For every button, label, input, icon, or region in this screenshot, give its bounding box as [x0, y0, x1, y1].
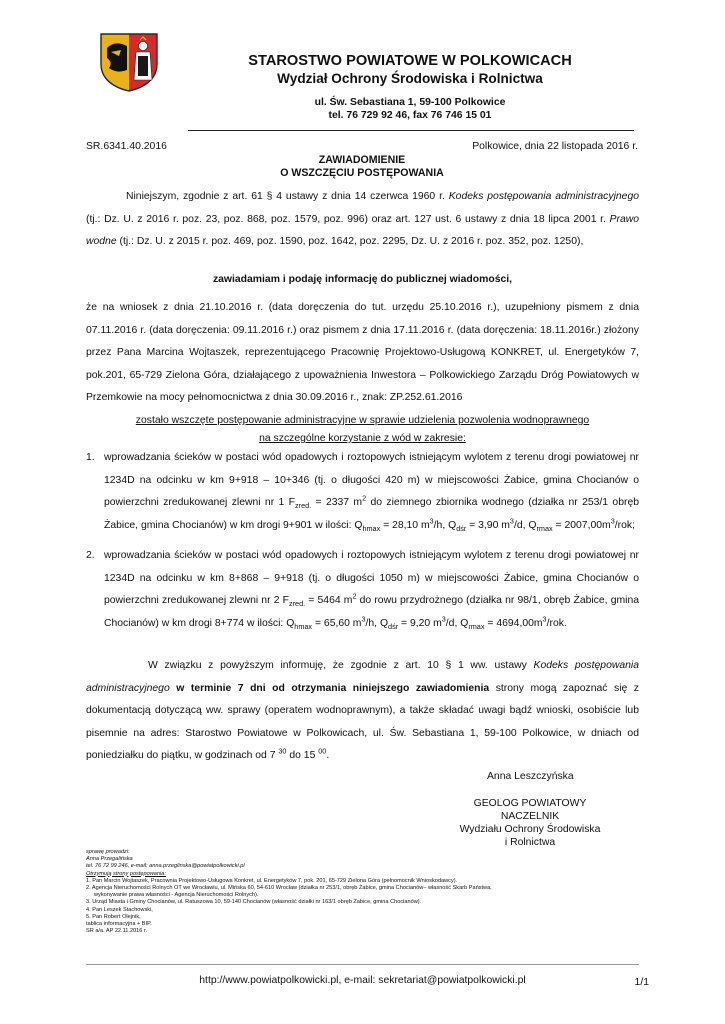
signer-position: NACZELNIK [500, 811, 560, 822]
recipient-item-cont: wykonywanie prawa własności - Agencja Nieruchomości Rolnych). [94, 892, 259, 899]
prepared-by-label: sprawę prowadzi: [86, 849, 130, 855]
application-paragraph: że na wniosek z dnia 21.10.2016 r. (data doręczenia do tut. urzędu 25.10.2016 r.), uzupełniony pismem z dnia 07.11.2016 r. (data doręczenia: 09.11.2016 r.) oraz pismem z dnia 17.11.2016 r. (data doręczenia: 18.11.2016r.) złożony przez Pana Marcina Wojtaszek, reprezentującego Pracownię Projektowo-Usługową KONKRET, ul. Energetyków 7, pok.201, 65-729 Zielona Góra, działającego z upoważnienia Inwestora – Polkowickiego Zarządu Dróg Powiatowych w Przemkowie na mocy pełnomocnictwa z dnia 30.09.2016 r., znak: ZP.252.61.2016 [86, 302, 639, 403]
document-date: Polkowice, dnia 22 listopada 2016 r. [472, 141, 638, 152]
office-phone: tel. 76 729 92 46, fax 76 746 15 01 [328, 110, 492, 121]
list-item: 1. wprowadzania ścieków w postaci wód opadowych i roztopowych istniejącym wylotem z terenu drogi powiatowej nr 1234D na odcinku w km 9+918 – 10+346 (tj. o długości 420 m) w miejscowości Żabice, gmina Chocianów o powierzchni zredukowanej zlewni nr 1 $F_{zred.} = 2337$ $m^2$ do ziemnego zbiornika wodnego (działka nr 253/1 obręb Żabice, gmina Chocianów) w km drogi 9+901 w ilości: $Q_{hmax} = 28,10$ $m^3/h$, $Q_{dśr} = 3,90$ $m^3/d$, $Q_{rmax} = 2007,00m^3/rok$; [86, 452, 639, 533]
proceedings-started-line: zostało wszczęte postępowanie administracyjne w sprawie udzielenia pozwolenia wodnoprawnego [135, 415, 590, 426]
recipient-item: 4. Pan Leszek Stachowski, [86, 906, 153, 913]
deadline-paragraph: W związku z powyższym informuję, że zgodnie z art. 10 § 1 ww. ustawy Kodeks postępowania administracyjnego w terminie 7 dni od otrzymania niniejszego zawiadomienia strony mogą zapoznać się z dokumentacją dotyczącą ww. sprawy (operatem wodnoprawnym), a także składać uwagi bądź wnioski, osobiście lub pisemnie na adres: Starostwo Powiatowe w Polkowicach, ul. Św. Sebastiana 1, 59-100 Polkowice, w dniach od poniedziałku do piątku, w godzinach od 7 $^{30}$ do 15 $^{00}$. [86, 660, 640, 761]
header-divider [188, 130, 634, 131]
recipient-item: SR a/a. AP 22.11.2016 r. [86, 928, 148, 935]
recipient-item: tablica informacyjna + BIP. [86, 921, 152, 928]
office-name: STAROSTWO POWIATOWE W POLKOWICACH [248, 53, 572, 69]
recipients-label: Otrzymują strony postępowania: [86, 870, 166, 877]
case-handler-notes [86, 849, 646, 935]
signer-title: GEOLOG POWIATOWY [473, 798, 587, 809]
announcement-line: zawiadamiam i podaję informację do publicznej wiadomości, [212, 274, 513, 285]
footer-contact: http://www.powiatpolkowicki.pl, e-mail: sekretariat@powiatpolkowicki.pl [199, 975, 526, 986]
list-item: 2. wprowadzania ścieków w postaci wód opadowych i roztopowych istniejącym wylotem z terenu drogi powiatowej nr 1234D na odcinku w km 8+868 – 9+918 (tj. o długości 1050 m) w miejscowości Żabice, gmina Chocianów o powierzchni zredukowanej zlewni nr 2 $F_{zred.} = 5464$ $m^2$ do rowu przydrożnego (działka nr 98/1, obręb Żabice, gmina Chocianów) w km drogi 8+774 w ilości: $Q_{hmax} = 65,60$ $m^3/h$, $Q_{dśr} = 9,20$ $m^3/d$, $Q_{rmax} = 4694,00m^3/rok$. [86, 550, 639, 631]
proceedings-scope-line: na szczególne korzystanie z wód w zakresie: [259, 433, 466, 444]
coat-of-arms-logo [97, 30, 161, 92]
footer-divider [86, 964, 639, 965]
office-address: ul. Św. Sebastiana 1, 59-100 Polkowice [314, 97, 506, 108]
department-name: Wydział Ochrony Środowiska i Rolnictwa [277, 71, 543, 86]
prepared-by-name: Anna Przegalińska [86, 856, 133, 863]
case-signature: SR.6341.40.2016 [86, 141, 167, 152]
page-number: 1/1 [634, 977, 649, 988]
signer-department: Wydziału Ochrony Środowiska [459, 824, 601, 835]
legal-basis-paragraph: Niniejszym, zgodnie z art. 61 § 4 ustawy z dnia 14 czerwca 1960 r. Kodeks postępowania administracyjnego (tj.: Dz. U. z 2016 r. poz. 23, poz. 868, poz. 1579, poz. 996) oraz art. 127 ust. 6 ustawy z dnia 18 lipca 2001 r. Prawo wodne (tj.: Dz. U. z 2015 r. poz. 469, poz. 1590, poz. 1642, poz. 2295, Dz. U. z 2016 r. poz. 352, poz. 1250), [86, 191, 639, 247]
recipient-item: 2. Agencja Nieruchomości Rolnych OT we Wrocławiu, ul. Mińska 60, 54-610 Wrocław (działka nr 253/1, obręb Żabice, gmina Chocianów– własność Skarb Państwa, [86, 885, 492, 892]
prepared-by-contact: tel. 76 72 99 246, e-mail: anna.przeglinska@powiatpolkowicki.pl [86, 863, 245, 870]
recipient-item: 3. Urząd Miasta i Gminy Chocianów, ul. Ratuszowa 10, 59-140 Chocianów (własność działki nr 163/1 obręb Żabice, gmina Chocianów). [86, 899, 422, 906]
signer-department-cont: i Rolnictwa [504, 837, 556, 848]
recipient-item: 1. Pan Marcin Wojtaszek, Pracownia Projektowo-Usługowa Konkret, ul. Energetyków 7, pok. 201, 65-729 Zielona Góra (pełnomocnik Wnioskodawcy). [86, 877, 458, 884]
document-title: ZAWIADOMIENIE [318, 154, 406, 166]
document-title-subline: O WSZCZĘCIU POSTĘPOWANIA [280, 167, 444, 179]
signer-name: Anna Leszczyńska [487, 771, 574, 782]
recipient-item: 5. Pan Robert Olejnik, [86, 913, 141, 920]
